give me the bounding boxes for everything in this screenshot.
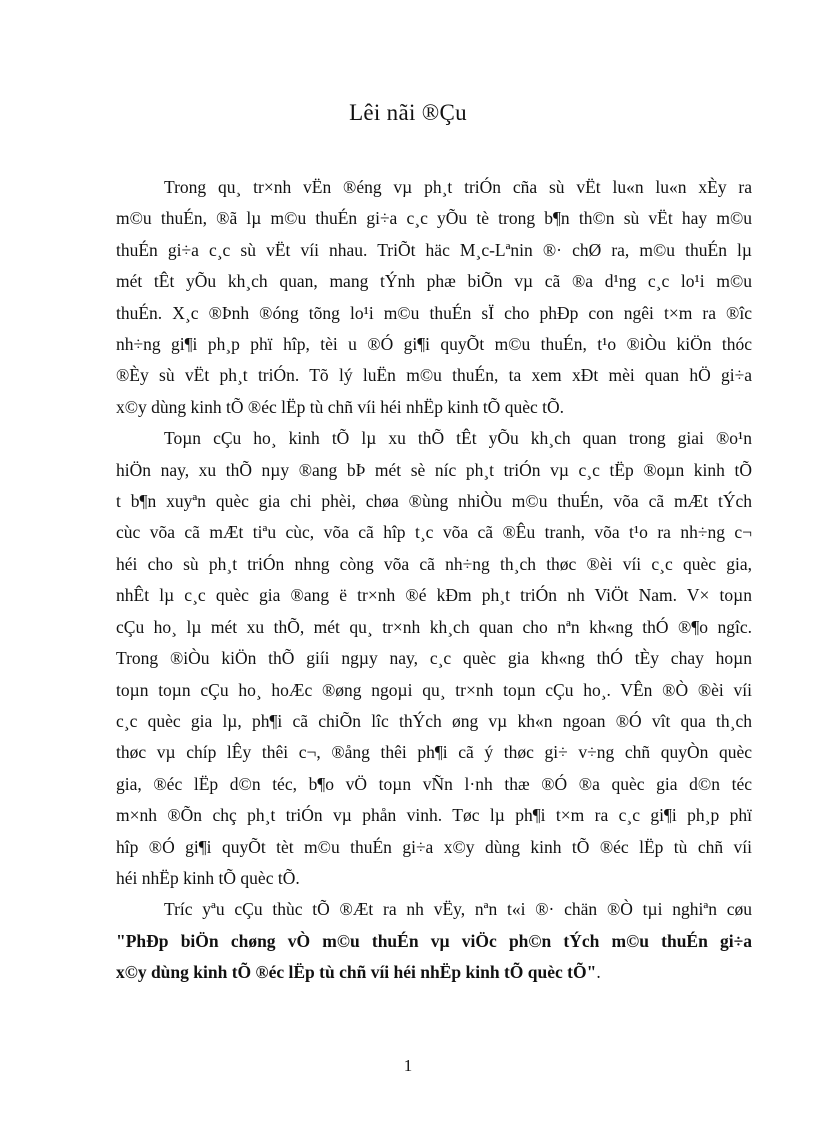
paragraph-line: hiÖn nay, xu thÕ nµy ®ang bÞ mét sè níc ph¸t triÓn vµ c¸c tËp ®oµn kinh tÕ	[116, 459, 752, 480]
paragraph-line: thøc vµ chíp lÊy thêi c¬, ®ång thêi ph¶i cã ý thøc gi÷ v÷ng chñ quyÒn quèc	[116, 742, 752, 763]
paragraph-line: héi cho sù ph¸t triÓn nhng còng võa cã nh÷ng th¸ch thøc ®èi víi c¸c quèc gia,	[116, 553, 752, 574]
paragraph-line: Trong ®iÒu kiÖn thÕ giíi ngµy nay, c¸c quèc gia kh«ng thÓ tÈy chay hoµn	[116, 648, 752, 669]
thesis-title-line: "PhÐp biÖn chøng vÒ m©u thuÉn vµ viÖc ph©n tÝch m©u thuÉn gi÷a	[116, 930, 752, 951]
page-title: Lêi nãi ®Çu	[349, 100, 467, 125]
paragraph-3	[116, 894, 752, 988]
thesis-title-text: x©y dùng kinh tÕ ®éc lËp tù chñ víi héi nhËp kinh tÕ quèc tÕ"	[116, 962, 597, 983]
document-body	[116, 172, 752, 989]
paragraph-line: m©u thuÉn, ®ã lµ m©u thuÉn gi÷a c¸c yÕu tè trong b¶n th©n sù vËt hay m©u	[116, 208, 752, 229]
paragraph-line: ®Èy sù vËt ph¸t triÓn. Tõ lý luËn m©u thuÉn, ta xem xÐt mèi quan hÖ gi÷a	[116, 365, 752, 386]
paragraph-line: c¸c quèc gia lµ, ph¶i cã chiÕn lîc thÝch øng vµ kh«n ngoan ®Ó vît qua th¸ch	[116, 710, 752, 731]
paragraph-line: t b¶n xuyªn quèc gia chi phèi, chøa ®ùng nhiÒu m©u thuÉn, võa cã mÆt tÝch	[116, 491, 752, 512]
paragraph-line: Tríc yªu cÇu thùc tÕ ®Æt ra nh vËy, nªn t«i ®· chän ®Ò tµi nghiªn cøu	[164, 899, 752, 920]
paragraph-line: héi nhËp kinh tÕ quèc tÕ.	[116, 867, 300, 888]
paragraph-line: cÇu ho¸ lµ mét xu thÕ, mét qu¸ tr×nh kh¸ch quan cho nªn kh«ng thÓ ®¶o ngîc.	[116, 616, 752, 637]
paragraph-line: thuÉn gi÷a c¸c sù vËt víi nhau. TriÕt häc M¸c-Lªnin ®· chØ ra, m©u thuÉn lµ	[116, 239, 752, 260]
paragraph-line: Trong qu¸ tr×nh vËn ®éng vµ ph¸t triÓn cña sù vËt lu«n lu«n xÈy ra	[164, 177, 752, 197]
paragraph-line: mét tÊt yÕu kh¸ch quan, mang tÝnh phæ biÕn vµ cã ®a d¹ng c¸c lo¹i m©u	[116, 271, 752, 292]
paragraph-2	[116, 423, 752, 894]
paragraph-line: thuÉn. X¸c ®Þnh ®óng tõng lo¹i m©u thuÉn sÏ cho phÐp con ngêi t×m ra ®îc	[116, 302, 752, 323]
paragraph-line: x©y dùng kinh tÕ ®éc lËp tù chñ víi héi nhËp kinh tÕ quèc tÕ.	[116, 396, 564, 417]
paragraph-line: nh÷ng gi¶i ph¸p phï hîp, tèi u ®Ó gi¶i quyÕt m©u thuÉn, t¹o ®iÒu kiÖn thóc	[116, 334, 752, 355]
paragraph-line: hîp ®Ó gi¶i quyÕt tèt m©u thuÉn gi÷a x©y dùng kinh tÕ ®éc lËp tù chñ víi	[116, 836, 752, 857]
page-number: 1	[403, 1056, 413, 1075]
paragraph-line: nhÊt lµ c¸c quèc gia ®ang ë tr×nh ®é kÐm ph¸t triÓn nh ViÖt Nam. V× toµn	[116, 585, 752, 606]
paragraph-line: gia, ®éc lËp d©n téc, b¶o vÖ toµn vÑn l·nh thæ ®Ó ®a quèc gia d©n téc	[116, 773, 752, 794]
paragraph-line: m×nh ®Õn chç ph¸t triÓn vµ phån vinh. Tøc lµ ph¶i t×m ra c¸c gi¶i ph¸p phï	[116, 805, 752, 826]
paragraph-1	[116, 172, 752, 423]
paragraph-line: cùc võa cã mÆt tiªu cùc, võa cã hîp t¸c võa cã ®Êu tranh, võa t¹o ra nh÷ng c¬	[116, 522, 752, 543]
paragraph-line: Toµn cÇu ho¸ kinh tÕ lµ xu thÕ tÊt yÕu kh¸ch quan trong giai ®o¹n	[164, 428, 752, 449]
paragraph-line: toµn toµn cÇu ho¸ hoÆc ®øng ngoµi qu¸ tr×nh toµn cÇu ho¸. VÊn ®Ò ®èi víi	[116, 679, 752, 700]
thesis-title-line	[116, 957, 752, 988]
trailing-period: .	[596, 962, 601, 983]
